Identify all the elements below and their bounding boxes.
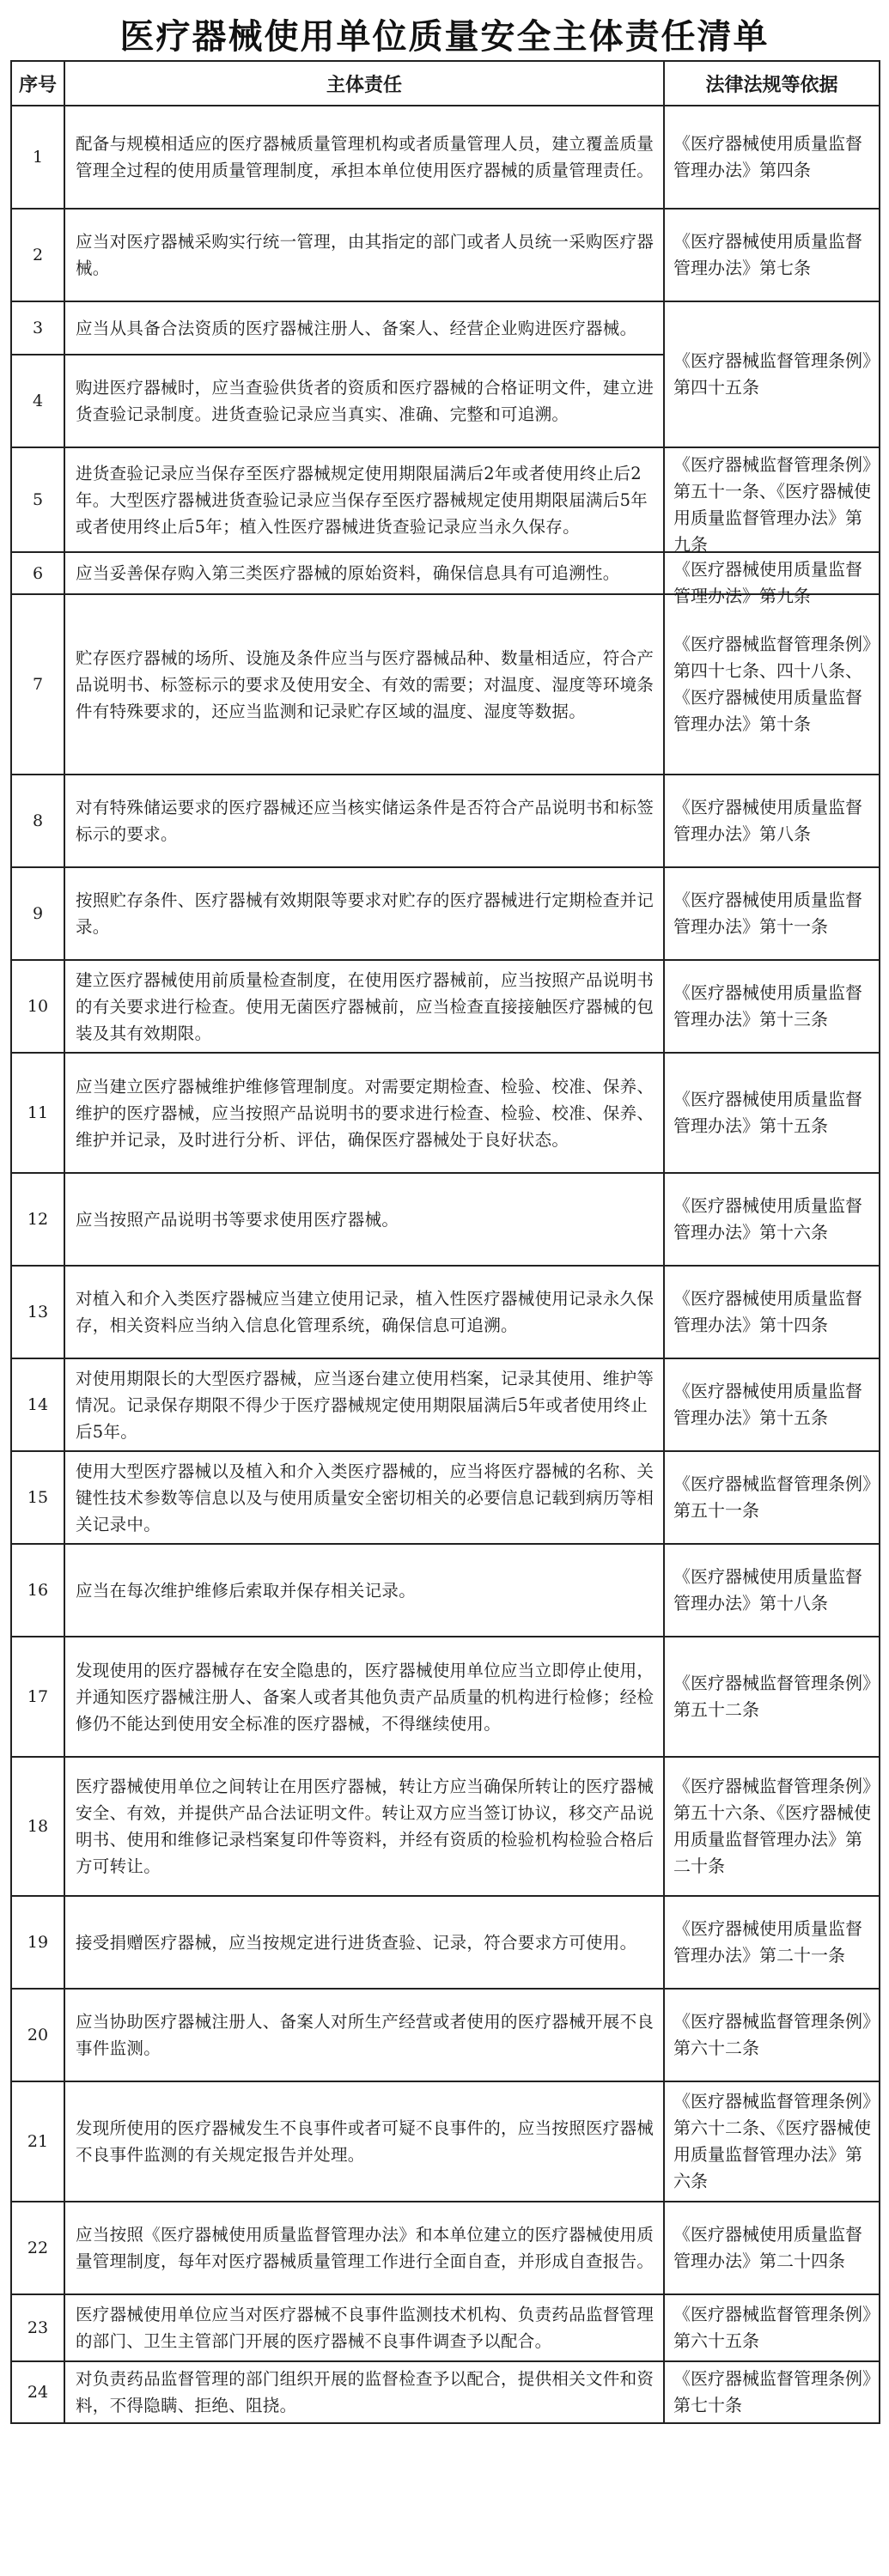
duty-cell [64, 1266, 664, 1358]
duty-cell [64, 2202, 664, 2294]
row-index: 10 [11, 960, 64, 1053]
duty-text: 应当对医疗器械采购实行统一管理，由其指定的部门或者人员统一采购医疗器械。 [76, 232, 655, 278]
duty-cell [64, 1989, 664, 2081]
row-index: 13 [11, 1266, 64, 1358]
legal-basis-text: 《医疗器械使用质量监督管理办法》第十六条 [673, 1195, 862, 1242]
legal-basis-text: 《医疗器械监督管理条例》第四十五条 [673, 350, 871, 398]
duty-cell [64, 1544, 664, 1637]
legal-basis-cell [664, 867, 880, 960]
legal-basis-text: 《医疗器械使用质量监督管理办法》第十五条 [673, 1089, 862, 1136]
legal-basis-cell [664, 960, 880, 1053]
legal-basis-cell [664, 552, 880, 606]
duty-cell [64, 960, 664, 1053]
table-row [11, 960, 880, 1053]
responsibility-table [10, 60, 880, 2424]
duty-text: 建立医疗器械使用前质量检查制度，在使用医疗器械前，应当按照产品说明书的有关要求进行检查。使用无菌医疗器械前，应当检查直接接触医疗器械的包装及其有效期限。 [76, 969, 655, 1043]
row-index: 18 [11, 1757, 64, 1896]
legal-basis-cell [664, 1896, 880, 1989]
legal-basis-text: 《医疗器械监督管理条例》第五十二条 [673, 1673, 871, 1720]
duty-text: 配备与规模相适应的医疗器械质量管理机构或者质量管理人员，建立覆盖质量管理全过程的使用质量管理制度，承担本单位使用医疗器械的质量管理责任。 [76, 134, 655, 180]
legal-basis-cell [664, 106, 880, 209]
legal-basis-cell [664, 1757, 880, 1896]
legal-basis-cell [664, 1173, 880, 1266]
legal-basis-text: 《医疗器械监督管理条例》第五十一条、《医疗器械使用质量监督管理办法》第九条 [673, 454, 871, 555]
table-header-row [11, 61, 880, 106]
legal-basis-cell [664, 1544, 880, 1637]
row-index: 3 [11, 301, 64, 355]
duty-text: 应当妥善保存购入第三类医疗器械的原始资料，确保信息具有可追溯性。 [76, 563, 620, 583]
table-row [11, 1544, 880, 1637]
duty-text: 接受捐赠医疗器械，应当按规定进行进货查验、记录，符合要求方可使用。 [76, 1932, 637, 1953]
header-basis: 法律法规等依据 [664, 61, 880, 106]
duty-text: 对植入和介入类医疗器械应当建立使用记录，植入性医疗器械使用记录永久保存，相关资料应当纳入信息化管理系统，确保信息可追溯。 [76, 1289, 655, 1335]
legal-basis-cell [664, 301, 880, 447]
row-index: 12 [11, 1173, 64, 1266]
duty-text: 应当协助医疗器械注册人、备案人对所生产经营或者使用的医疗器械开展不良事件监测。 [76, 2012, 655, 2058]
table-row [11, 1451, 880, 1544]
row-index: 14 [11, 1358, 64, 1451]
duty-cell [64, 775, 664, 867]
duty-text: 医疗器械使用单位之间转让在用医疗器械，转让方应当确保所转让的医疗器械安全、有效，并提供产品合法证明文件。转让双方应当签订协议，移交产品说明书、使用和维修记录档案复印件等资料，并经有资质的检验机构检验合格后方可转让。 [76, 1777, 655, 1876]
row-index: 8 [11, 775, 64, 867]
duty-cell [64, 594, 664, 775]
table-row [11, 106, 880, 209]
legal-basis-text: 《医疗器械使用质量监督管理办法》第十八条 [673, 1566, 862, 1613]
duty-cell [64, 867, 664, 960]
duty-text: 应当建立医疗器械维护维修管理制度。对需要定期检查、检验、校准、保养、维护的医疗器械，应当按照产品说明书的要求进行检查、检验、校准、保养、维护并记录，及时进行分析、评估，确保医疗器械处于良好状态。 [76, 1076, 655, 1150]
legal-basis-text: 《医疗器械监督管理条例》第四十七条、四十八条、《医疗器械使用质量监督管理办法》第十条 [673, 634, 871, 734]
legal-basis-text: 《医疗器械监督管理条例》第五十六条、《医疗器械使用质量监督管理办法》第二十条 [673, 1776, 871, 1876]
row-index: 6 [11, 552, 64, 594]
duty-cell [64, 1173, 664, 1266]
legal-basis-cell [664, 2294, 880, 2361]
legal-basis-text: 《医疗器械监督管理条例》第六十五条 [673, 2304, 871, 2351]
legal-basis-text: 《医疗器械使用质量监督管理办法》第十三条 [673, 982, 862, 1030]
row-index: 19 [11, 1896, 64, 1989]
duty-text: 按照贮存条件、医疗器械有效期限等要求对贮存的医疗器械进行定期检查并记录。 [76, 890, 655, 937]
row-index: 17 [11, 1637, 64, 1757]
duty-cell [64, 1896, 664, 1989]
duty-text: 对负责药品监督管理的部门组织开展的监督检查予以配合，提供相关文件和资料，不得隐瞒、拒绝、阻挠。 [76, 2369, 655, 2415]
duty-cell [64, 106, 664, 209]
row-index: 15 [11, 1451, 64, 1544]
legal-basis-text: 《医疗器械使用质量监督管理办法》第八条 [673, 797, 862, 844]
document [10, 7, 879, 2424]
duty-cell [64, 552, 664, 594]
legal-basis-cell [664, 1637, 880, 1757]
legal-basis-text: 《医疗器械使用质量监督管理办法》第二十一条 [673, 1918, 862, 1965]
row-index: 11 [11, 1053, 64, 1173]
table-row [11, 1757, 880, 1896]
duty-cell [64, 2081, 664, 2202]
legal-basis-cell [664, 2081, 880, 2202]
legal-basis-cell [664, 1358, 880, 1451]
row-index: 22 [11, 2202, 64, 2294]
duty-cell [64, 447, 664, 552]
duty-cell [64, 2361, 664, 2423]
duty-text: 购进医疗器械时，应当查验供货者的资质和医疗器械的合格证明文件，建立进货查验记录制度。进货查验记录应当真实、准确、完整和可追溯。 [76, 378, 655, 424]
table-row [11, 1173, 880, 1266]
row-index: 9 [11, 867, 64, 960]
table-row [11, 2202, 880, 2294]
row-index: 4 [11, 355, 64, 447]
table-row [11, 447, 880, 552]
duty-cell [64, 355, 664, 447]
header-index: 序号 [11, 61, 64, 106]
legal-basis-text: 《医疗器械使用质量监督管理办法》第七条 [673, 231, 862, 278]
duty-cell [64, 1637, 664, 1757]
table-row [11, 775, 880, 867]
legal-basis-text: 《医疗器械使用质量监督管理办法》第十四条 [673, 1288, 862, 1335]
legal-basis-text: 《医疗器械使用质量监督管理办法》第二十四条 [673, 2224, 862, 2271]
duty-text: 应当在每次维护维修后索取并保存相关记录。 [76, 1580, 417, 1601]
legal-basis-text: 《医疗器械使用质量监督管理办法》第四条 [673, 133, 862, 180]
legal-basis-cell [664, 2202, 880, 2294]
row-index: 16 [11, 1544, 64, 1637]
duty-text: 对有特殊储运要求的医疗器械还应当核实储运条件是否符合产品说明书和标签标示的要求。 [76, 798, 655, 844]
legal-basis-cell [664, 1989, 880, 2081]
legal-basis-cell [664, 594, 880, 775]
duty-cell [64, 2294, 664, 2361]
row-index: 20 [11, 1989, 64, 2081]
table-row [11, 2294, 880, 2361]
row-index: 1 [11, 106, 64, 209]
legal-basis-cell [664, 2361, 880, 2423]
legal-basis-text: 《医疗器械使用质量监督管理办法》第十一条 [673, 890, 862, 937]
duty-cell [64, 209, 664, 301]
duty-cell [64, 1053, 664, 1173]
legal-basis-text: 《医疗器械监督管理条例》第六十二条 [673, 2011, 871, 2058]
table-row [11, 594, 880, 775]
table-row [11, 1989, 880, 2081]
duty-cell [64, 1358, 664, 1451]
legal-basis-text: 《医疗器械监督管理条例》第六十二条、《医疗器械使用质量监督管理办法》第六条 [673, 2091, 871, 2191]
row-index: 21 [11, 2081, 64, 2202]
table-row [11, 1358, 880, 1451]
table-row [11, 1637, 880, 1757]
duty-text: 进货查验记录应当保存至医疗器械规定使用期限届满后2年或者使用终止后2年。大型医疗器械进货查验记录应当保存至医疗器械规定使用期限届满后5年或者使用终止后5年；植入性医疗器械进货查验记录应当永久保存。 [76, 463, 648, 537]
table-row [11, 2081, 880, 2202]
legal-basis-cell [664, 775, 880, 867]
duty-text: 发现所使用的医疗器械发生不良事件或者可疑不良事件的，应当按照医疗器械不良事件监测的有关规定报告并处理。 [76, 2118, 655, 2165]
duty-text: 医疗器械使用单位应当对医疗器械不良事件监测技术机构、负责药品监督管理的部门、卫生主管部门开展的医疗器械不良事件调查予以配合。 [76, 2305, 655, 2351]
document-title: 医疗器械使用单位质量安全主体责任清单 [119, 16, 770, 57]
legal-basis-text: 《医疗器械监督管理条例》第七十条 [673, 2368, 871, 2415]
duty-text: 应当按照产品说明书等要求使用医疗器械。 [76, 1209, 399, 1230]
legal-basis-text: 《医疗器械使用质量监督管理办法》第十五条 [673, 1381, 862, 1428]
row-index: 5 [11, 447, 64, 552]
table-row [11, 1053, 880, 1173]
duty-cell [64, 1757, 664, 1896]
legal-basis-cell [664, 1266, 880, 1358]
duty-text: 应当从具备合法资质的医疗器械注册人、备案人、经营企业购进医疗器械。 [76, 318, 637, 338]
legal-basis-text: 《医疗器械监督管理条例》第五十一条 [673, 1473, 871, 1521]
row-index: 23 [11, 2294, 64, 2361]
duty-cell [64, 1451, 664, 1544]
table-row [11, 301, 880, 355]
table-row [11, 1896, 880, 1989]
table-row [11, 1266, 880, 1358]
duty-text: 贮存医疗器械的场所、设施及条件应当与医疗器械品种、数量相适应，符合产品说明书、标签标示的要求及使用安全、有效的需要；对温度、湿度等环境条件有特殊要求的，还应当监测和记录贮存区域的温度、湿度等数据。 [76, 647, 655, 721]
table-row [11, 552, 880, 594]
table-row [11, 867, 880, 960]
legal-basis-text: 《医疗器械使用质量监督管理办法》第九条 [673, 559, 862, 606]
legal-basis-cell [664, 1451, 880, 1544]
row-index: 2 [11, 209, 64, 301]
header-duty: 主体责任 [64, 61, 664, 106]
legal-basis-cell [664, 447, 880, 555]
row-index: 24 [11, 2361, 64, 2423]
legal-basis-cell [664, 209, 880, 301]
legal-basis-cell [664, 1053, 880, 1173]
table-row [11, 2361, 880, 2423]
duty-text: 使用大型医疗器械以及植入和介入类医疗器械的，应当将医疗器械的名称、关键性技术参数等信息以及与使用质量安全密切相关的必要信息记载到病历等相关记录中。 [76, 1461, 655, 1534]
duty-text: 对使用期限长的大型医疗器械，应当逐台建立使用档案，记录其使用、维护等情况。记录保存期限不得少于医疗器械规定使用期限届满后5年或者使用终止后5年。 [76, 1368, 655, 1442]
duty-text: 发现使用的医疗器械存在安全隐患的，医疗器械使用单位应当立即停止使用，并通知医疗器械注册人、备案人或者其他负责产品质量的机构进行检修；经检修仍不能达到使用安全标准的医疗器械，不得继续使用。 [76, 1660, 655, 1734]
table-body [11, 106, 880, 2423]
duty-text: 应当按照《医疗器械使用质量监督管理办法》和本单位建立的医疗器械使用质量管理制度，每年对医疗器械质量管理工作进行全面自查，并形成自查报告。 [76, 2225, 655, 2271]
table-row [11, 209, 880, 301]
duty-cell [64, 301, 664, 355]
row-index: 7 [11, 594, 64, 775]
